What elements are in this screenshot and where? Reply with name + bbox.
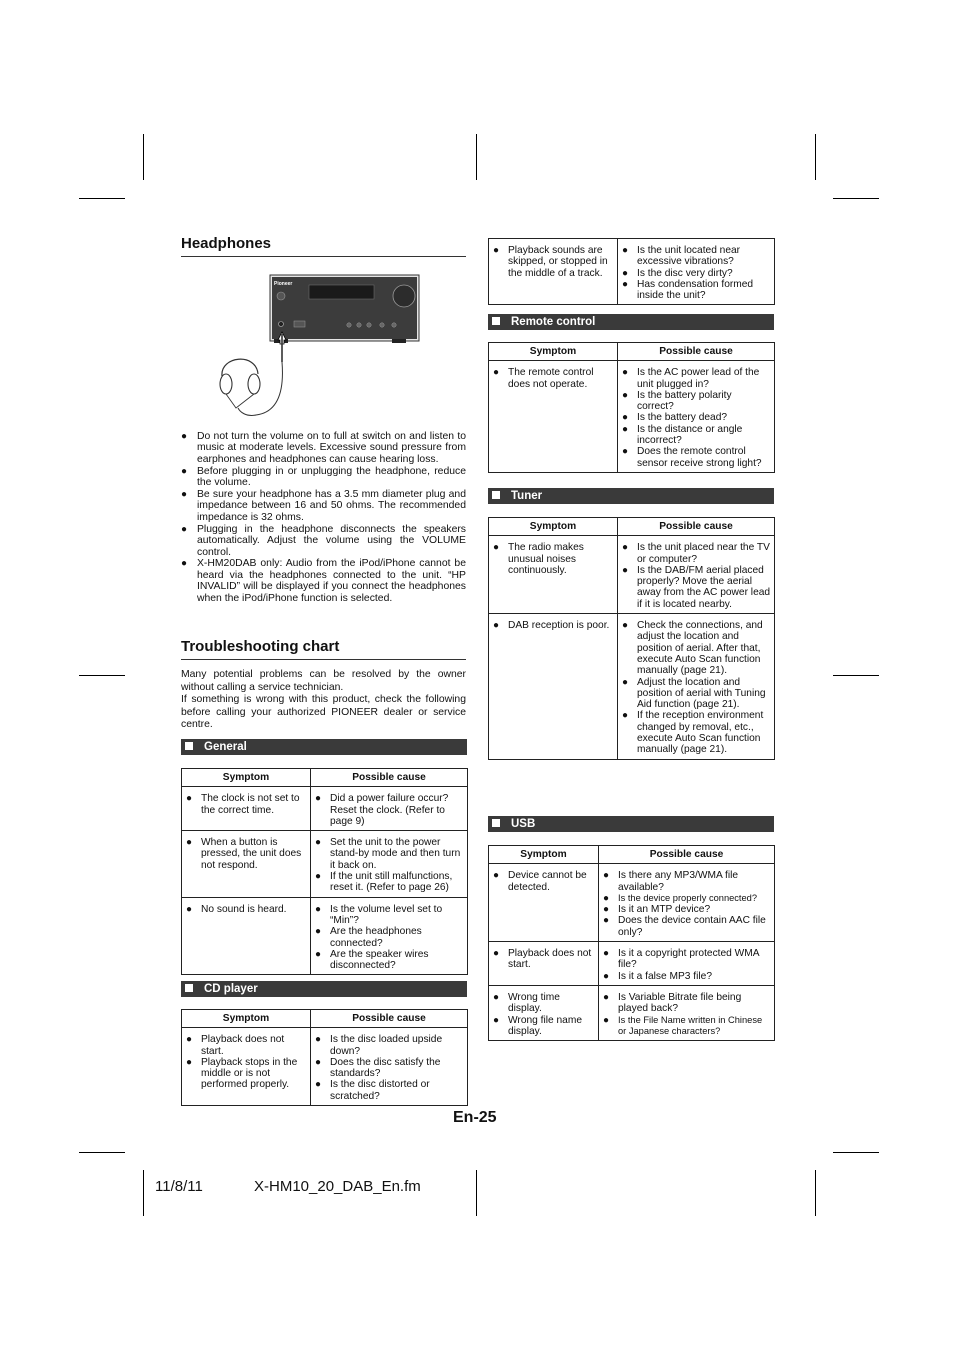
bullet-item: ● Do not turn the volume on to full at switch on and listen to music at moderate levels. Excessive sound pressure from earphones and headphones can cause hearing loss. <box>181 431 466 465</box>
crop-mark <box>833 198 879 199</box>
square-icon <box>185 984 193 992</box>
section-title: General <box>204 741 247 753</box>
symptom-item: ● Playback does not start. <box>185 1034 307 1057</box>
symptom-item: ● Wrong file name display. <box>492 1015 595 1038</box>
symptom-item: ● Playback sounds are skipped, or stopped in the middle of a track. <box>492 245 614 279</box>
symptom-cell <box>489 536 618 614</box>
symptom-item: ● Playback stops in the middle or is not performed properly. <box>185 1057 307 1091</box>
symptom-item: ● No sound is heard. <box>185 904 307 915</box>
cause-item: ● Is it a copyright protected WMA file? <box>602 948 771 971</box>
cause-item: ● Is the battery dead? <box>621 412 771 423</box>
bullet-item: ● Before plugging in or unplugging the headphone, reduce the volume. <box>181 466 466 489</box>
cause-item: ● Adjust the location and position of aerial with Tuning Aid function (page 21). <box>621 677 771 711</box>
cause-item: ● Is Variable Bitrate file being played back? <box>602 992 771 1015</box>
cause-cell <box>599 942 775 986</box>
cause-item: ● Is the disc very dirty? <box>621 268 771 279</box>
table-usb <box>488 845 775 1041</box>
cause-cell <box>618 536 775 614</box>
symptom-item: ● The remote control does not operate. <box>492 367 614 390</box>
table-tuner <box>488 517 775 760</box>
heading-rule <box>181 659 466 660</box>
symptom-item: ● Device cannot be detected. <box>492 870 595 893</box>
table-row <box>182 897 468 975</box>
symptom-item: ● Wrong time display. <box>492 992 595 1015</box>
column-header-cause: Possible cause <box>311 769 468 787</box>
table-cd-player-continued <box>488 238 775 305</box>
section-bar-tuner <box>488 488 774 504</box>
cause-item: ● Is the unit located near excessive vibrations? <box>621 245 771 268</box>
square-icon <box>492 491 500 499</box>
symptom-item: ● Playback does not start. <box>492 948 595 971</box>
cause-item: ● Has condensation formed inside the unit? <box>621 279 771 302</box>
symptom-cell <box>489 361 618 473</box>
cause-item: ● Did a power failure occur? Reset the clock. (Refer to page 9) <box>314 793 464 827</box>
crop-mark <box>476 1170 477 1216</box>
intro-text: If something is wrong with this product, check the following before calling your authorized PIONEER dealer or service centre. <box>181 694 466 731</box>
symptom-item: ● DAB reception is poor. <box>492 620 614 631</box>
table-remote-control <box>488 342 775 473</box>
table-row <box>489 536 775 614</box>
cause-cell <box>311 1028 468 1106</box>
table-row <box>489 985 775 1040</box>
bullet-item: ● X-HM20DAB only: Audio from the iPod/iPhone cannot be heard via the headphones connected to the unit. “HP INVALID” will be displayed if you connect the headphones when the iPod/iPhone function is selected. <box>181 558 466 604</box>
cause-item: ● Is the File Name written in Chinese or Japanese characters? <box>602 1015 771 1038</box>
cause-item: ● Are the speaker wires disconnected? <box>314 949 464 972</box>
intro-text: Many potential problems can be resolved by the owner without calling a service technician. <box>181 669 466 693</box>
symptom-cell <box>489 942 599 986</box>
symptom-item: ● The radio makes unusual noises continuously. <box>492 542 614 576</box>
column-header-cause: Possible cause <box>618 518 775 536</box>
symptom-cell <box>489 864 599 942</box>
cause-item: ● Is the device properly connected? <box>602 893 771 904</box>
cause-cell <box>618 239 775 305</box>
cause-cell <box>618 361 775 473</box>
crop-mark <box>143 134 144 180</box>
section-title: Tuner <box>511 490 543 502</box>
heading-rule <box>181 256 466 257</box>
crop-mark <box>833 675 879 676</box>
cause-item: ● Is the unit placed near the TV or computer? <box>621 542 771 565</box>
cause-item: ● Does the device contain AAC file only? <box>602 915 771 938</box>
cause-item: ● If the reception environment changed by removal, etc., execute Auto Scan function manually (page 21). <box>621 710 771 755</box>
section-bar-usb <box>488 816 774 832</box>
section-bar-remote-control <box>488 314 774 330</box>
section-title: CD player <box>204 983 258 995</box>
cause-item: ● Is the AC power lead of the unit plugged in? <box>621 367 771 390</box>
table-row <box>182 1028 468 1106</box>
cause-item: ● Check the connections, and adjust the location and position of aerial. After that, execute Auto Scan function manually (page 21). <box>621 620 771 676</box>
footer-filename: X-HM10_20_DAB_En.fm <box>254 1178 421 1195</box>
table-row <box>489 361 775 473</box>
crop-mark <box>79 1152 125 1153</box>
cause-item: ● Are the headphones connected? <box>314 926 464 949</box>
crop-mark <box>815 1170 816 1216</box>
footer-date: 11/8/11 <box>155 1178 203 1195</box>
table-cd-player <box>181 1009 468 1106</box>
cause-cell <box>311 831 468 897</box>
section-title: USB <box>511 818 536 830</box>
table-row <box>489 239 775 305</box>
square-icon <box>492 317 500 325</box>
column-header-cause: Possible cause <box>599 846 775 864</box>
table-row <box>182 831 468 897</box>
crop-mark <box>79 198 125 199</box>
table-row <box>489 942 775 986</box>
bullet-item: ● Be sure your headphone has a 3.5 mm diameter plug and impedance between 16 and 50 ohms. The recommended impedance is 32 ohms. <box>181 489 466 523</box>
section-bar-cd-player <box>181 981 467 997</box>
crop-mark <box>476 134 477 180</box>
crop-mark <box>143 1170 144 1216</box>
column-header-cause: Possible cause <box>311 1010 468 1028</box>
column-header-symptom: Symptom <box>182 1010 311 1028</box>
symptom-cell <box>182 897 311 975</box>
cause-item: ● Is it a false MP3 file? <box>602 971 771 982</box>
cause-item: ● Is there any MP3/WMA file available? <box>602 870 771 893</box>
crop-mark <box>815 134 816 180</box>
page-number: En-25 <box>453 1109 497 1126</box>
symptom-cell <box>182 1028 311 1106</box>
cause-cell <box>599 985 775 1040</box>
bullet-item: ● Plugging in the headphone disconnects the speakers automatically. Adjust the volume using the VOLUME control. <box>181 524 466 558</box>
column-header-symptom: Symptom <box>182 769 311 787</box>
cause-cell <box>599 864 775 942</box>
symptom-item: ● The clock is not set to the correct time. <box>185 793 307 816</box>
headphones-bullets <box>181 431 466 605</box>
symptom-cell <box>489 614 618 760</box>
headphones-illustration <box>212 272 424 424</box>
square-icon <box>492 819 500 827</box>
symptom-item: ● When a button is pressed, the unit does not respond. <box>185 837 307 871</box>
square-icon <box>185 742 193 750</box>
cause-item: ● If the unit still malfunctions, reset it. (Refer to page 26) <box>314 871 464 894</box>
symptom-cell <box>489 985 599 1040</box>
troubleshooting-intro <box>181 669 466 732</box>
cause-item: ● Is the volume level set to “Min”? <box>314 904 464 927</box>
cause-item: ● Is the battery polarity correct? <box>621 390 771 413</box>
symptom-cell <box>182 831 311 897</box>
table-row <box>182 787 468 831</box>
cause-item: ● Is it an MTP device? <box>602 904 771 915</box>
troubleshooting-heading: Troubleshooting chart <box>181 638 340 655</box>
symptom-cell <box>182 787 311 831</box>
column-header-symptom: Symptom <box>489 846 599 864</box>
section-bar-general <box>181 739 467 755</box>
crop-mark <box>79 675 125 676</box>
cause-item: ● Is the disc distorted or scratched? <box>314 1079 464 1102</box>
column-header-symptom: Symptom <box>489 518 618 536</box>
cause-cell <box>618 614 775 760</box>
cause-cell <box>311 787 468 831</box>
symptom-cell <box>489 239 618 305</box>
cause-item: ● Is the disc loaded upside down? <box>314 1034 464 1057</box>
column-header-cause: Possible cause <box>618 343 775 361</box>
brand-logo: Pioneer <box>274 281 293 287</box>
section-title: Remote control <box>511 316 596 328</box>
headphones-heading: Headphones <box>181 235 272 252</box>
cause-item: ● Does the remote control sensor receive strong light? <box>621 446 771 469</box>
cause-item: ● Does the disc satisfy the standards? <box>314 1057 464 1080</box>
cause-cell <box>311 897 468 975</box>
table-row <box>489 864 775 942</box>
cause-item: ● Set the unit to the power stand-by mode and then turn it back on. <box>314 837 464 871</box>
crop-mark <box>833 1152 879 1153</box>
cause-item: ● Is the DAB/FM aerial placed properly? Move the aerial away from the AC power lead if it is located nearby. <box>621 565 771 610</box>
cause-item: ● Is the distance or angle incorrect? <box>621 424 771 447</box>
table-row <box>489 614 775 760</box>
column-header-symptom: Symptom <box>489 343 618 361</box>
table-general <box>181 768 468 975</box>
